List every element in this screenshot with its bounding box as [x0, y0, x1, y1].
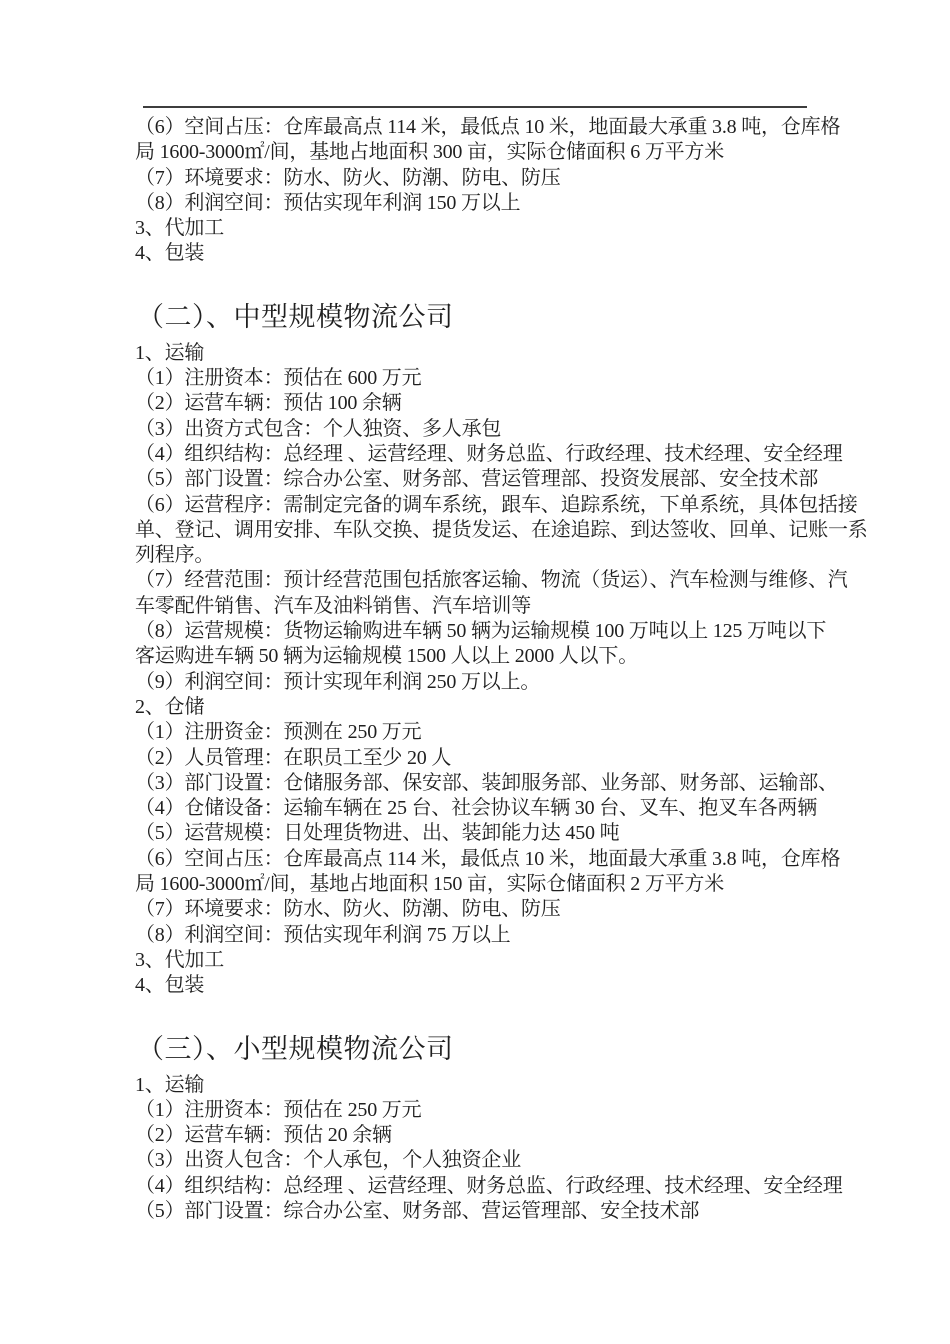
text-line: 客运购进车辆 50 辆为运输规模 1500 人以上 2000 人以下。 — [135, 645, 638, 668]
text-line: 3、代加工 — [135, 948, 224, 971]
text-line: （1）注册资本：预估在 250 万元 — [135, 1098, 422, 1121]
text-line: 局 1600-3000㎡/间，基地占地面积 300 亩，实际仓储面积 6 万平方米 — [135, 141, 725, 164]
text-line: 局 1600-3000㎡/间，基地占地面积 150 亩，实际仓储面积 2 万平方米 — [135, 873, 725, 896]
text-line: 单、登记、调用安排、车队交换、提货发运、在途追踪、到达签收、回单、记账一系 — [135, 518, 868, 541]
text-line: （5）运营规模：日处理货物进、出、装卸能力达 450 吨 — [135, 822, 620, 845]
text-line: （2）运营车辆：预估 20 余辆 — [135, 1124, 392, 1147]
text-line: （7）环境要求：防水、防火、防潮、防电、防压 — [135, 166, 561, 189]
section-heading: （二）、中型规模物流公司 — [137, 301, 454, 332]
text-line: （7）环境要求：防水、防火、防潮、防电、防压 — [135, 898, 561, 921]
text-line: 4、包装 — [135, 242, 205, 265]
text-line: （2）人员管理：在职员工至少 20 人 — [135, 746, 452, 769]
text-line: 车零配件销售、汽车及油料销售、汽车培训等 — [135, 594, 531, 617]
text-line: （2）运营车辆：预估 100 余辆 — [135, 392, 402, 415]
text-line: 4、包装 — [135, 974, 205, 997]
document-body — [135, 115, 868, 1224]
text-line: （3）出资方式包含：个人独资、多人承包 — [135, 417, 502, 440]
text-line: （5）部门设置：综合办公室、财务部、营运管理部、安全技术部 — [135, 1199, 700, 1222]
text-line: （9）利润空间：预计实现年利润 250 万以上。 — [135, 670, 541, 693]
text-line: （8）利润空间：预估实现年利润 75 万以上 — [135, 923, 511, 946]
text-line: （1）注册资本：预估在 600 万元 — [135, 367, 422, 390]
text-line: （1）注册资金：预测在 250 万元 — [135, 721, 422, 744]
section-heading: （三）、小型规模物流公司 — [137, 1033, 454, 1064]
text-line: 1、运输 — [135, 341, 205, 364]
text-line: 列程序。 — [135, 544, 215, 567]
text-line: （6）空间占压：仓库最高点 114 米，最低点 10 米，地面最大承重 3.8 吨，仓库格 — [135, 847, 841, 870]
text-line: （4）组织结构：总经理 、运营经理、财务总监、行政经理、技术经理、安全经理 — [135, 1174, 843, 1197]
text-line: （3）出资人包含：个人承包，个人独资企业 — [135, 1149, 521, 1172]
text-line: （8）运营规模：货物运输购进车辆 50 辆为运输规模 100 万吨以上 125 万吨以下 — [135, 620, 827, 643]
text-line: （4）组织结构：总经理 、运营经理、财务总监、行政经理、技术经理、安全经理 — [135, 442, 843, 465]
text-line: （6）空间占压：仓库最高点 114 米，最低点 10 米，地面最大承重 3.8 吨，仓库格 — [135, 116, 841, 138]
text-line: 2、仓储 — [135, 695, 205, 718]
text-line: （3）部门设置：仓储服务部、保安部、装卸服务部、业务部、财务部、运输部、 — [135, 771, 838, 794]
text-line: （5）部门设置：综合办公室、财务部、营运管理部、投资发展部、安全技术部 — [135, 468, 818, 491]
header-divider-line — [143, 106, 807, 108]
text-line: （6）运营程序：需制定完备的调车系统，跟车、追踪系统，下单系统，具体包括接 — [135, 493, 858, 516]
text-line: 1、运输 — [135, 1073, 205, 1096]
text-line: （4）仓储设备：运输车辆在 25 台、社会协议车辆 30 台、叉车、抱叉车各两辆 — [135, 797, 817, 820]
text-line: （8）利润空间：预估实现年利润 150 万以上 — [135, 191, 521, 214]
text-line: （7）经营范围：预计经营范围包括旅客运输、物流（货运）、汽车检测与维修、汽 — [135, 569, 848, 592]
text-line: 3、代加工 — [135, 217, 224, 240]
